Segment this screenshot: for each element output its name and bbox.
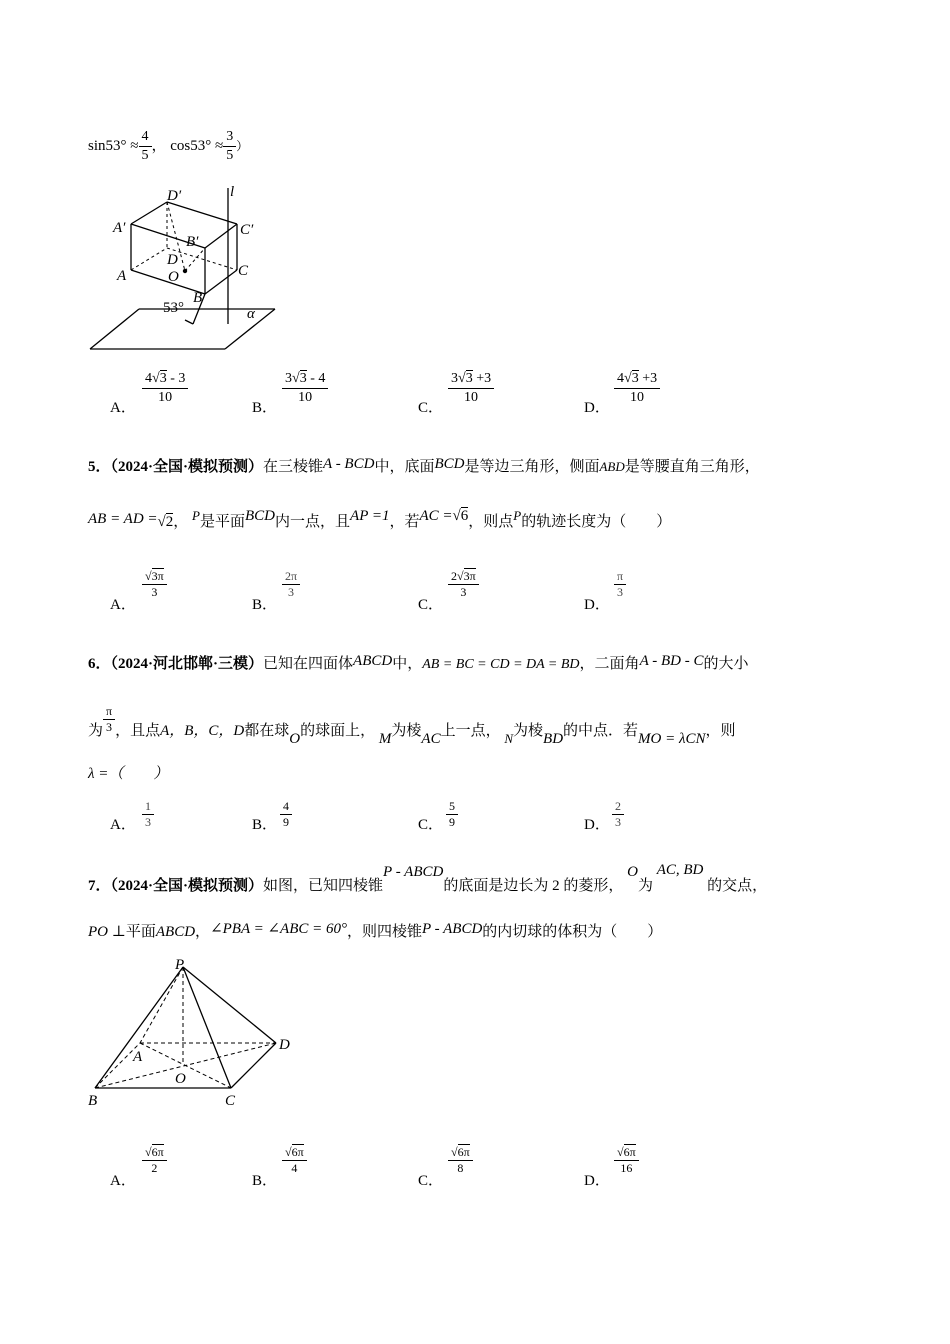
label-C: C: [238, 263, 249, 279]
q7-stem-line1: 7．（2024·全国·模拟预测）如图，已知四棱锥P - ABCD的底面是边长为 2 的菱形， O为 AC, BD 的交点，: [88, 862, 768, 894]
q7-number: 7．: [88, 878, 111, 894]
q4-option-d[interactable]: D． $\frac{4√3 +3}{10}$: [584, 370, 610, 391]
q7-option-d[interactable]: D． $\frac{√6\pi}{16}$: [584, 1143, 610, 1164]
q5-option-a[interactable]: A． $\frac{√3\pi}{3}$: [110, 567, 136, 588]
q4-option-b[interactable]: B． $\frac{3√3 - 4}{10}$: [252, 370, 277, 391]
cos-label: cos53°: [170, 137, 212, 154]
label-Cprime: C′: [240, 222, 254, 238]
label-Dprime: D′: [167, 188, 182, 204]
label-Bprime: B′: [186, 234, 199, 250]
label-P: P: [175, 957, 185, 973]
q6-option-b[interactable]: B． $\frac{4}{9}$: [252, 797, 277, 818]
q7-option-b[interactable]: B． $\frac{√6\pi}{4}$: [252, 1143, 277, 1164]
label-B: B: [88, 1093, 98, 1109]
label-O: O: [168, 269, 179, 285]
label-Aprime: A′: [113, 220, 126, 236]
sin-label: sin53°: [88, 137, 127, 154]
q5-option-c[interactable]: C． $\frac{2√3\pi}{3}$: [418, 567, 443, 588]
q5-source: （2024·全国·模拟预测）: [110, 459, 264, 475]
label-C: C: [225, 1093, 236, 1109]
cos-frac: $\frac{3}{5}$: [223, 128, 236, 165]
q6-source: （2024·河北邯郸·三模）: [110, 656, 264, 672]
q5-option-b[interactable]: B． $\frac{2\pi}{3}$: [252, 567, 277, 588]
label-D: D: [279, 1037, 290, 1053]
q6-number: 6．: [88, 656, 111, 672]
label-D: D: [167, 252, 178, 268]
label-53deg: 53°: [163, 300, 184, 316]
q6-option-c[interactable]: C． $\frac{5}{9}$: [418, 797, 443, 818]
label-l: l: [230, 184, 235, 200]
q7-pyramid-figure: [85, 955, 305, 1115]
label-O: O: [175, 1071, 186, 1087]
q6-stem-line3: λ =（ ）: [88, 766, 169, 782]
sin-frac: $\frac{4}{5}$: [139, 128, 152, 165]
q7-source: （2024·全国·模拟预测）: [110, 878, 264, 894]
q6-stem-line1: 6．（2024·河北邯郸·三模）已知在四面体ABCD中，AB = BC = CD = DA = BD，二面角A - BD - C的大小: [88, 653, 749, 672]
q7-stem-line2: PO ⊥平面ABCD，∠PBA = ∠ABC = 60°，则四棱锥P - ABCD的内切球的体积为（ ）: [88, 921, 663, 940]
q6-option-d[interactable]: D． $\frac{2}{3}$: [584, 797, 610, 818]
q4-hint: sin53° ≈ $\frac{4}{5}$ ， cos53° ≈ $\frac{3}{5}$ ）: [88, 129, 249, 163]
q4-option-c[interactable]: C． $\frac{3√3 +3}{10}$: [418, 370, 443, 391]
label-alpha: α: [247, 306, 255, 322]
label-A: A: [117, 268, 127, 284]
q4-prism-figure: [85, 178, 285, 356]
q4-option-a[interactable]: A． $\frac{4√3 - 3}{10}$: [110, 370, 136, 391]
q5-stem-line2: AB = AD =√2， P是平面BCD内一点，且AP =1，若AC =√6，则点P的轨迹长度为（ ）: [88, 508, 672, 530]
q5-number: 5．: [88, 459, 111, 475]
q6-stem-line2: 为 $\frac{\pi}{3}$ ，且点A，B，C，D都在球O的球面上， M为棱AC上一点， N为棱BD的中点．若MO = λCN，则: [88, 704, 736, 747]
q5-stem-line1: 5．（2024·全国·模拟预测）在三棱锥A - BCD中，底面BCD是等边三角形，侧面ABD是等腰直角三角形，: [88, 456, 760, 475]
q7-option-a[interactable]: A． $\frac{√6\pi}{2}$: [110, 1143, 136, 1164]
q5-option-d[interactable]: D． $\frac{\pi}{3}$: [584, 567, 610, 588]
q6-option-a[interactable]: A． $\frac{1}{3}$: [110, 797, 136, 818]
q7-option-c[interactable]: C． $\frac{√6\pi}{8}$: [418, 1143, 443, 1164]
label-A: A: [133, 1049, 143, 1065]
label-B: B: [193, 290, 203, 306]
